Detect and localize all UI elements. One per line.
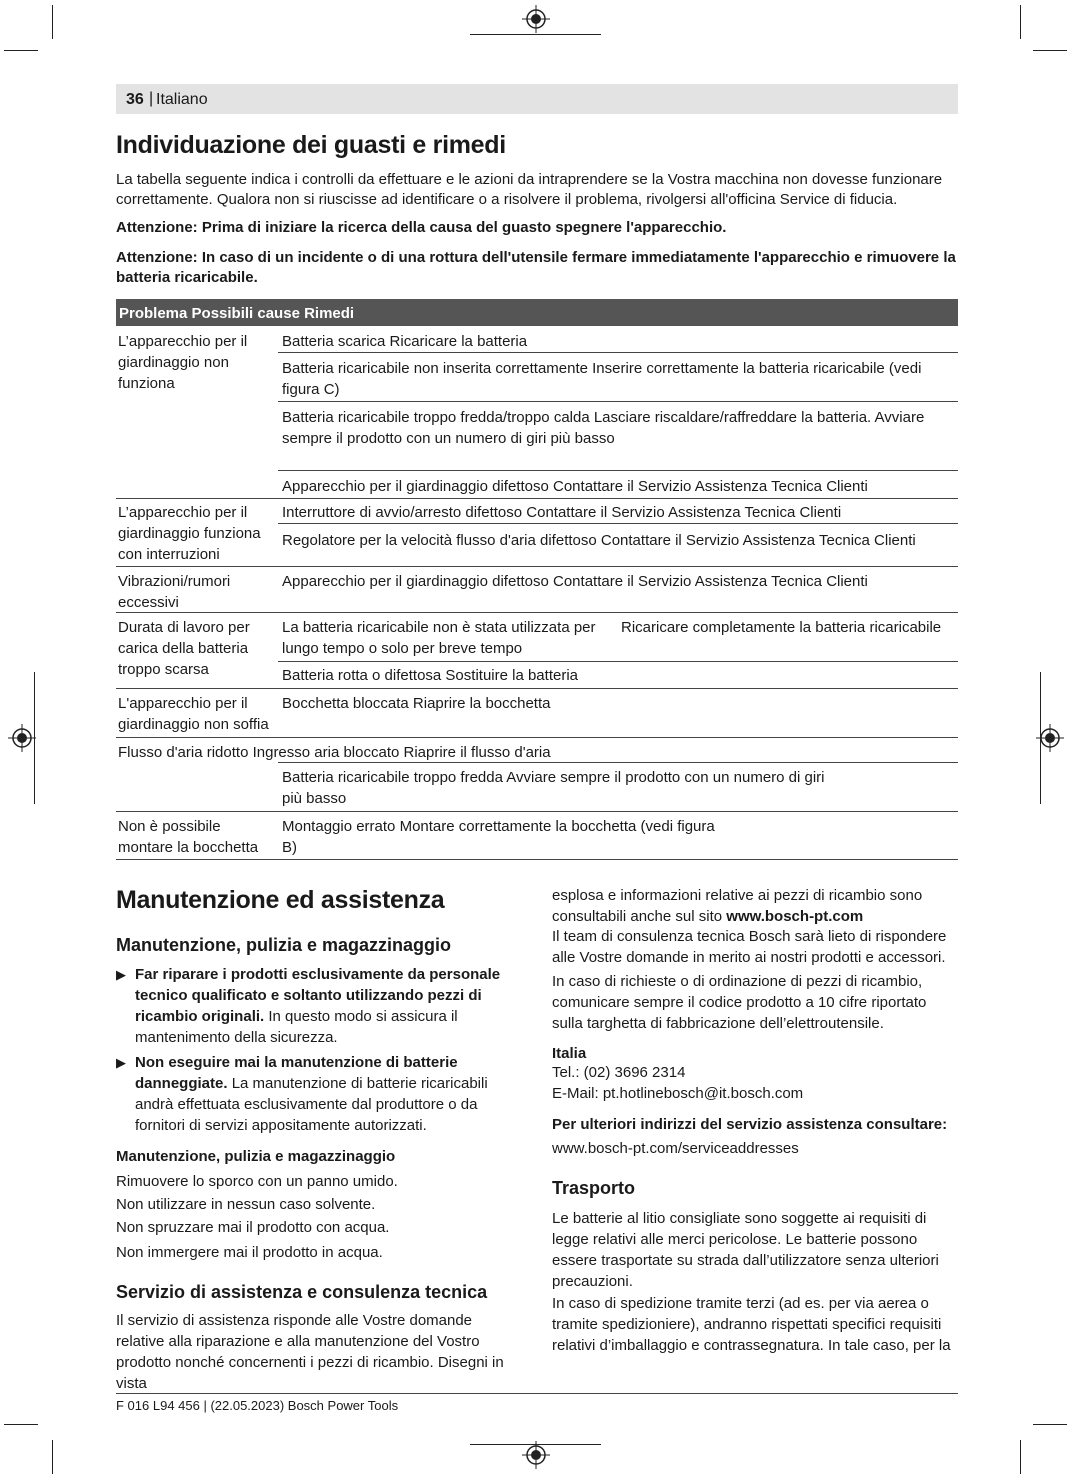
- table-problem: Non è possibile montare la bocchetta: [118, 818, 259, 856]
- email-address[interactable]: E-Mail: pt.hotlinebosch@it.bosch.com: [552, 1085, 804, 1102]
- cleaning-line-4: Non immergere mai il prodotto in acqua.: [116, 1244, 383, 1261]
- header-language: Italiano: [156, 91, 208, 108]
- table-row: La batteria ricaricabile non è stata utilizzata per lungo tempo o solo per breve tempo: [282, 619, 596, 657]
- table-row: Apparecchio per il giardinaggio difettoso Contattare il Servizio Assistenza Tecnica Clienti: [282, 478, 868, 495]
- footer-text: F 016 L94 456 | (22.05.2023) Bosch Power Tools: [116, 1398, 399, 1413]
- crop-mark: [1033, 1424, 1067, 1425]
- registration-mark-icon: [522, 5, 550, 33]
- transport-text-1: Le batterie al litio consigliate sono soggette ai requisiti di legge relativi alle merci pericolose. Le batterie possono essere trasportate su strada dall’utilizzatore senza ulteriori precauzioni.: [552, 1210, 939, 1290]
- warning-1: Attenzione: Prima di iniziare la ricerca della causa del guasto spegnere l'apparecchio.: [116, 219, 727, 236]
- maintenance-subtitle: Manutenzione, pulizia e magazzinaggio: [116, 935, 452, 955]
- table-divider: [116, 612, 958, 613]
- table-divider: [278, 401, 958, 402]
- header-separator: |: [149, 90, 154, 107]
- table-row: Batteria ricaricabile non inserita correttamente Inserire correttamente la batteria ricaricabile (vedi figura C): [282, 360, 922, 398]
- crop-mark: [4, 50, 38, 51]
- table-divider: [116, 566, 958, 567]
- maintenance-title: Manutenzione ed assistenza: [116, 886, 445, 914]
- crop-mark: [1020, 1440, 1021, 1474]
- table-divider: [116, 859, 958, 860]
- table-row: Regolatore per la velocità flusso d'aria difettoso Contattare il Servizio Assistenza Tecnica Clienti: [282, 532, 916, 549]
- bullet-2-text: La manutenzione di batterie ricaricabili andrà effettuata esclusivamente dal produttore o da fornitori di servizi appositamente autorizzati.: [135, 1075, 488, 1134]
- page-number: 36: [126, 91, 144, 108]
- transport-title: Trasporto: [552, 1178, 636, 1198]
- bullet-2-bold: Non eseguire mai la manutenzione di batterie danneggiate.: [135, 1054, 458, 1092]
- cleaning-line-3: Non spruzzare mai il prodotto con acqua.: [116, 1219, 390, 1236]
- transport-text-2: In caso di spedizione tramite terzi (ad es. per via aerea o tramite spedizioniere), andranno rispettati specifici requisiti relativi d’imballaggio e contrassegnatura. In tale caso, per la: [552, 1295, 951, 1354]
- table-remedy: Ricaricare completamente la batteria ricaricabile: [621, 619, 942, 636]
- table-divider: [116, 688, 958, 689]
- registration-mark-icon: [522, 1441, 550, 1469]
- phone-number: Tel.: (02) 3696 2314: [552, 1064, 686, 1081]
- table-divider: [278, 762, 958, 763]
- table-row: Interruttore di avvio/arresto difettoso Contattare il Servizio Assistenza Tecnica Clienti: [282, 504, 842, 521]
- service-addresses-link[interactable]: www.bosch-pt.com/serviceaddresses: [552, 1140, 799, 1157]
- page-header: [116, 84, 958, 114]
- maintenance-bullet-1: [135, 964, 511, 1048]
- bullet-1-text: In questo modo si assicura il mantenimento della sicurezza.: [135, 1008, 458, 1046]
- cleaning-subtitle: Manutenzione, pulizia e magazzinaggio: [116, 1148, 396, 1165]
- bullet-triangle-icon: ▶: [116, 1055, 126, 1070]
- registration-mark-icon: [1036, 724, 1064, 752]
- crop-mark: [1033, 50, 1067, 51]
- product-code-text: In caso di richieste o di ordinazione di pezzi di ricambio, comunicare sempre il codice prodotto a 10 cifre riportato sulla targhetta di fabbricazione dell’elettroutensile.: [552, 973, 927, 1032]
- crop-mark: [4, 1424, 38, 1425]
- cleaning-line-1: Rimuovere lo sporco con un panno umido.: [116, 1173, 398, 1190]
- table-divider: [278, 470, 958, 471]
- table-problem: L’apparecchio per il giardinaggio non funziona: [118, 333, 248, 392]
- table-row: Batteria scarica Ricaricare la batteria: [282, 333, 528, 350]
- table-problem: Flusso d'aria ridotto Ingresso aria bloccato Riaprire il flusso d'aria: [118, 744, 551, 761]
- bullet-triangle-icon: ▶: [116, 967, 126, 982]
- table-row: Montaggio errato Montare correttamente la bocchetta (vedi figura B): [282, 818, 715, 856]
- table-divider: [278, 661, 958, 662]
- table-divider: [116, 737, 958, 738]
- country-label: Italia: [552, 1045, 587, 1062]
- cleaning-line-2: Non utilizzare in nessun caso solvente.: [116, 1196, 376, 1213]
- table-row: Bocchetta bloccata Riaprire la bocchetta: [282, 695, 551, 712]
- table-divider: [278, 523, 958, 524]
- crop-mark: [1020, 5, 1021, 39]
- table-row: Batteria rotta o difettosa Sostituire la batteria: [282, 667, 578, 684]
- table-row: Apparecchio per il giardinaggio difettoso Contattare il Servizio Assistenza Tecnica Clienti: [282, 573, 868, 590]
- table-problem: L'apparecchio per il giardinaggio non soffia: [118, 695, 269, 733]
- table-problem: Durata di lavoro per carica della batteria troppo scarsa: [118, 619, 250, 678]
- bullet-1-bold: Far riparare i prodotti esclusivamente da personale tecnico qualificato e soltanto utilizzando pezzi di ricambio originali.: [135, 966, 501, 1025]
- crop-mark: [52, 1440, 53, 1474]
- table-problem: L’apparecchio per il giardinaggio funziona con interruzioni: [118, 504, 261, 563]
- warning-2: Attenzione: In caso di un incidente o di una rottura dell'utensile fermare immediatamente l'apparecchio e rimuovere la batteria ricaricabile.: [116, 249, 956, 286]
- table-problem: Vibrazioni/rumori eccessivi: [118, 573, 231, 611]
- table-divider: [116, 498, 958, 499]
- bosch-site-link[interactable]: www.bosch-pt.com: [726, 908, 864, 925]
- service-title: Servizio di assistenza e consulenza tecnica: [116, 1282, 488, 1302]
- spare-parts-intro: esplosa e informazioni relative ai pezzi di ricambio sono consultabili anche sul sito: [552, 887, 923, 925]
- table-divider: [278, 352, 958, 353]
- spare-parts-text: [552, 885, 956, 927]
- maintenance-bullet-2: [135, 1052, 525, 1136]
- service-text: Il servizio di assistenza risponde alle Vostre domande relative alla riparazione e alla manutenzione del Vostro prodotto nonché concernenti i pezzi di ricambio. Disegni in vista: [116, 1312, 504, 1392]
- table-header: [116, 299, 958, 326]
- registration-mark-icon: [8, 724, 36, 752]
- troubleshooting-title: Individuazione dei guasti e rimedi: [116, 131, 506, 159]
- table-divider: [116, 811, 958, 812]
- table-header-label: Problema Possibili cause Rimedi: [119, 305, 355, 322]
- crop-mark: [470, 34, 601, 35]
- table-row: Batteria ricaricabile troppo fredda Avviare sempre il prodotto con un numero di giri più basso: [282, 769, 825, 807]
- consulting-team-text: Il team di consulenza tecnica Bosch sarà lieto di rispondere alle Vostre domande in merito ai nostri prodotti e accessori.: [552, 928, 947, 966]
- footer-divider: [116, 1393, 958, 1394]
- more-addresses-label: Per ulteriori indirizzi del servizio assistenza consultare:: [552, 1116, 948, 1133]
- table-row: Batteria ricaricabile troppo fredda/troppo calda Lasciare riscaldare/raffreddare la batteria. Avviare sempre il prodotto con un numero di giri più basso: [282, 409, 925, 447]
- troubleshooting-intro: La tabella seguente indica i controlli da effettuare e le azioni da intraprendere se la Vostra macchina non dovesse funzionare correttamente. Qualora non si riuscisse ad identificare o a risolvere il problema, rivolgersi all'officina Service di fiducia.: [116, 171, 943, 208]
- crop-mark: [52, 5, 53, 39]
